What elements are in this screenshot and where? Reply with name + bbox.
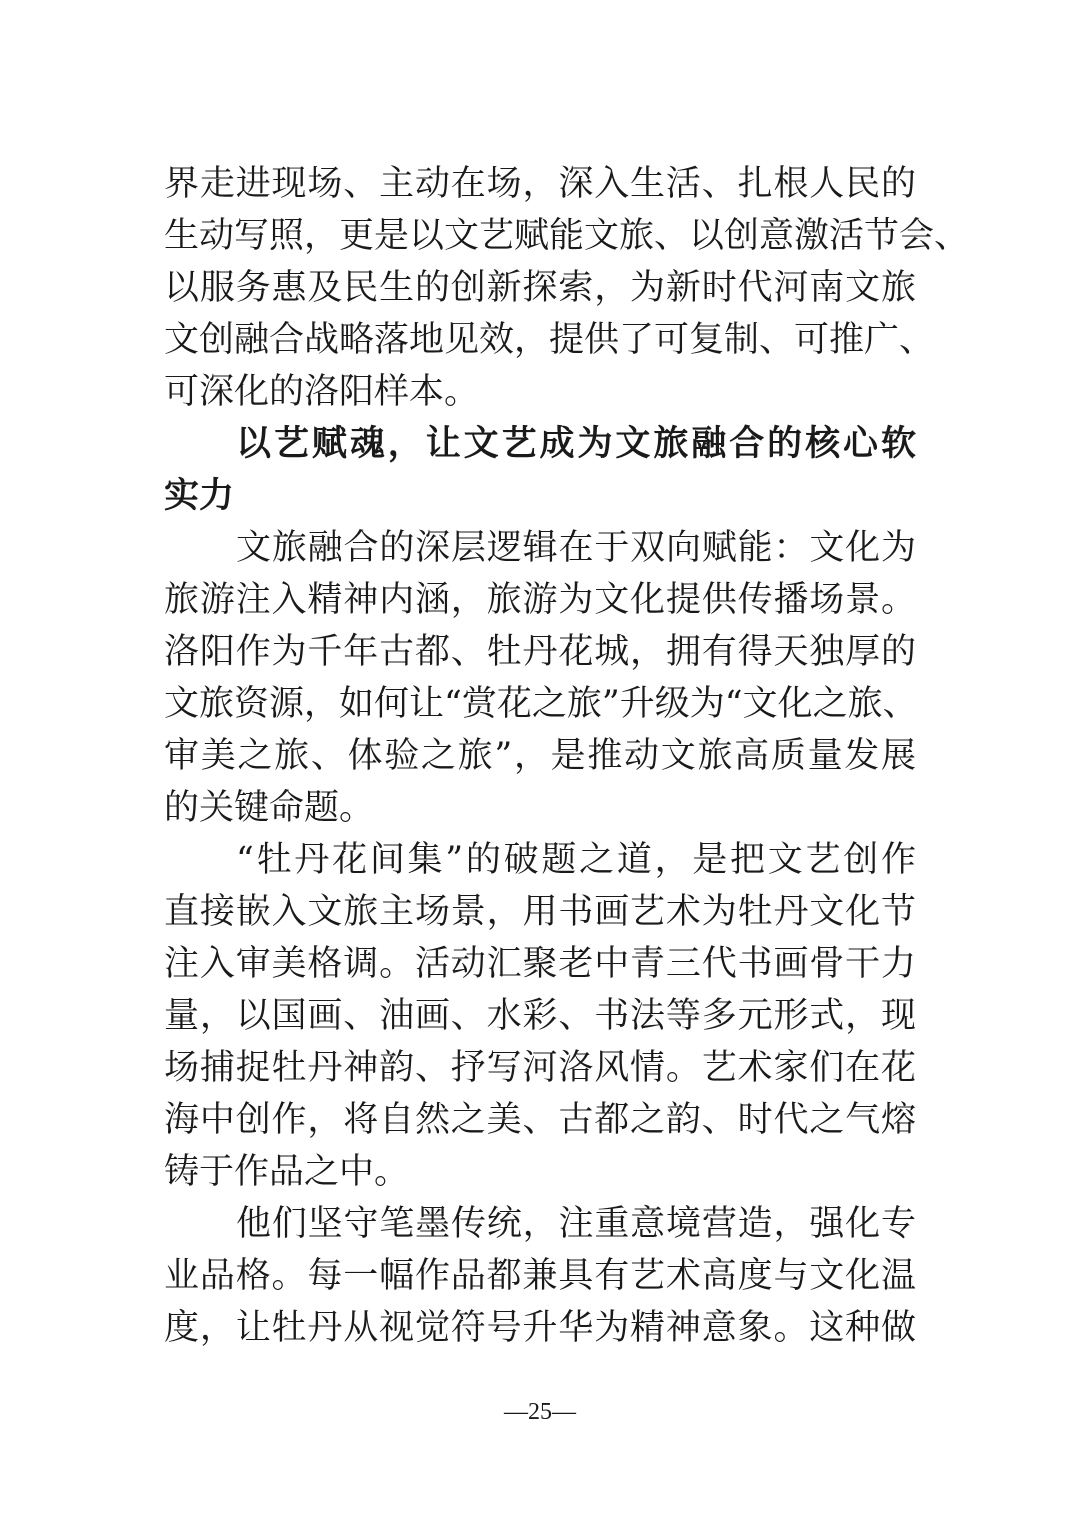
text-line: 量，以国画、油画、水彩、书法等多元形式，现 (164, 996, 916, 1036)
section-heading-line: 实力 (164, 476, 235, 516)
text-line: 的关键命题。 (164, 788, 375, 828)
page-number: —25— (504, 1399, 576, 1425)
text-line: “牡丹花间集”的破题之道，是把文艺创作 (236, 840, 916, 880)
text-line: 场捕捉牡丹神韵、抒写河洛风情。艺术家们在花 (164, 1048, 916, 1088)
body-text (164, 158, 970, 1354)
text-line: 度，让牡丹从视觉符号升华为精神意象。这种做 (164, 1308, 916, 1348)
text-line: 以服务惠及民生的创新探索，为新时代河南文旅 (164, 268, 916, 308)
text-line: 生动写照，更是以文艺赋能文旅、以创意激活节会、 (164, 216, 970, 256)
text-line: 他们坚守笔墨传统，注重意境营造，强化专 (236, 1204, 916, 1244)
text-line: 业品格。每一幅作品都兼具有艺术高度与文化温 (164, 1256, 916, 1296)
text-line: 旅游注入精神内涵，旅游为文化提供传播场景。 (164, 580, 916, 620)
text-line: 铸于作品之中。 (164, 1152, 410, 1192)
text-line: 直接嵌入文旅主场景，用书画艺术为牡丹文化节 (164, 892, 916, 932)
text-line: 界走进现场、主动在场，深入生活、扎根人民的 (164, 164, 916, 204)
text-line: 文创融合战略落地见效，提供了可复制、可推广、 (164, 320, 935, 360)
text-line: 审美之旅、体验之旅”，是推动文旅高质量发展 (164, 736, 916, 776)
text-line: 海中创作，将自然之美、古都之韵、时代之气熔 (164, 1100, 916, 1140)
text-line: 文旅融合的深层逻辑在于双向赋能：文化为 (236, 528, 916, 568)
section-heading-line: 以艺赋魂，让文艺成为文旅融合的核心软 (236, 424, 916, 464)
text-line: 可深化的洛阳样本。 (164, 372, 480, 412)
text-line: 注入审美格调。活动汇聚老中青三代书画骨干力 (164, 944, 916, 984)
text-line: 文旅资源，如何让“赏花之旅”升级为“文化之旅、 (164, 684, 918, 724)
text-line: 洛阳作为千年古都、牡丹花城，拥有得天独厚的 (164, 632, 916, 672)
